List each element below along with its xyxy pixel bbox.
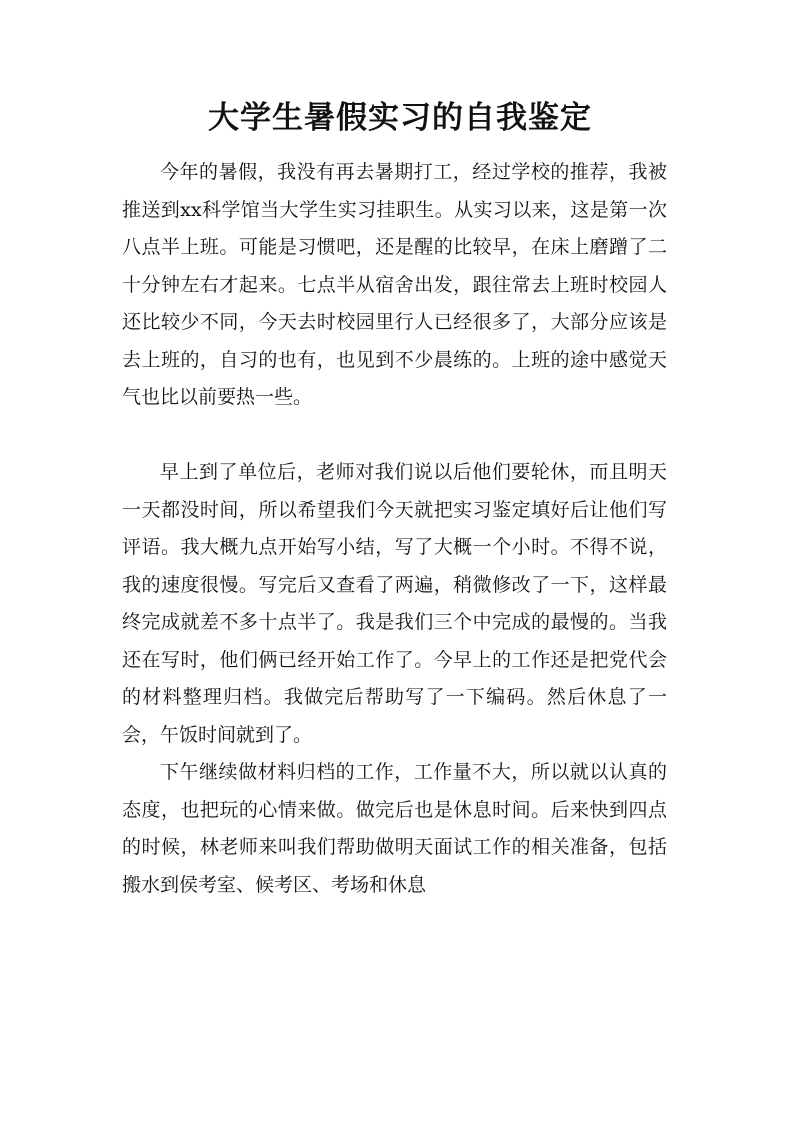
- paragraph-3: 下午继续做材料归档的工作，工作量不大，所以就以认真的态度，也把玩的心情来做。做完后也是休息时间。后来快到四点的时候，林老师来叫我们帮助做明天面试工作的相关准备，包括搬水到侯考室、候考区、考场和休息: [122, 761, 667, 896]
- paragraph-2: 早上到了单位后，老师对我们说以后他们要轮休，而且明天一天都没时间，所以希望我们今天就把实习鉴定填好后让他们写评语。我大概九点开始写小结，写了大概一个小时。不得不说，我的速度很慢。写完后又查看了两遍，稍微修改了一下，这样最终完成就差不多十点半了。我是我们三个中完成的最慢的。当我还在写时，他们俩已经开始工作了。今早上的工作还是把党代会的材料整理归档。我做完后帮助写了一下编码。然后休息了一会，午饭时间就到了。: [122, 461, 667, 746]
- document-body: [122, 154, 667, 904]
- paragraph-1: 今年的暑假，我没有再去暑期打工，经过学校的推荐，我被推送到xx科学馆当大学生实习挂职生。从实习以来，这是第一次八点半上班。可能是习惯吧，还是醒的比较早，在床上磨蹭了二十分钟左右才起来。七点半从宿舍出发，跟往常去上班时校园人还比较少不同，今天去时校园里行人已经很多了，大部分应该是去上班的，自习的也有，也见到不少晨练的。上班的途中感觉天气也比以前要热一些。: [122, 161, 667, 408]
- document-title: 大学生暑假实习的自我鉴定: [208, 100, 592, 136]
